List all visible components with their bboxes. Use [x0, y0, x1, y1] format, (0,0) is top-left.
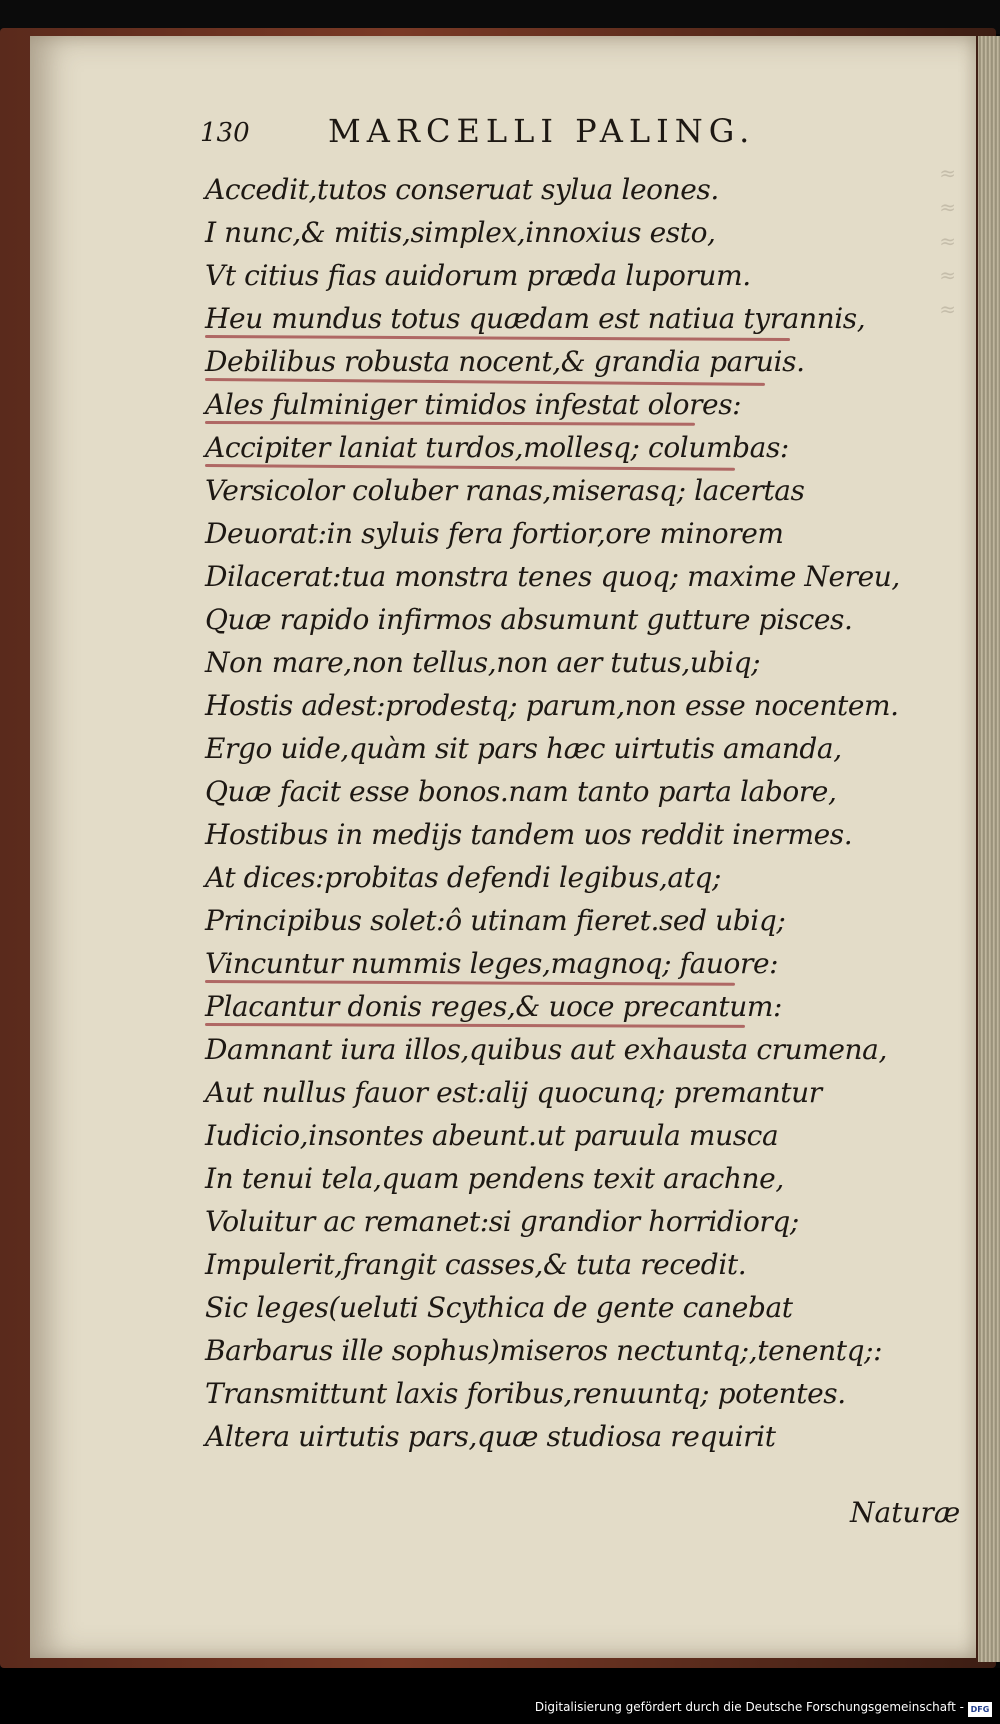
underlined-verse-line: Accipiter laniat turdos,mollesq; columbas:: [205, 426, 965, 469]
book-page: [30, 36, 976, 1658]
verse-line: In tenui tela,quam pendens texit arachne,: [205, 1162, 784, 1195]
verse-line: Accedit,tutos conseruat sylua leones.: [205, 173, 719, 206]
verse-line: Versicolor coluber ranas,miserasq; lacertas: [205, 474, 805, 507]
verse-line: Quæ facit esse bonos.nam tanto parta labore,: [205, 775, 837, 808]
catchword: Naturæ: [850, 1496, 961, 1529]
dfg-logo: DFG: [968, 1702, 992, 1717]
verse-line: I nunc,& mitis,simplex,innoxius esto,: [205, 216, 716, 249]
verse-line: Aut nullus fauor est:alij quocunq; premantur: [205, 1076, 822, 1109]
verse-line: Hostis adest:prodestq; parum,non esse nocentem.: [205, 689, 899, 722]
verse-line: Quæ rapido infirmos absumunt gutture pisces.: [205, 603, 853, 636]
page-edges: [978, 36, 1000, 1662]
verse-line: Non mare,non tellus,non aer tutus,ubiq;: [205, 646, 761, 679]
running-head: [200, 108, 840, 158]
footer-bar: [0, 1668, 1000, 1724]
verse-line: Vt citius fias auidorum præda luporum.: [205, 259, 751, 292]
verse-line: Dilacerat:tua monstra tenes quoq; maxime Nereu,: [205, 560, 900, 593]
verse-line: Altera uirtutis pars,quæ studiosa requirit: [205, 1420, 776, 1453]
verse-line: Ergo uide,quàm sit pars hæc uirtutis amanda,: [205, 732, 842, 765]
underlined-verse-line: Vincuntur nummis leges,magnoq; fauore:: [205, 942, 965, 985]
verse-line: Iudicio,insontes abeunt.ut paruula musca: [205, 1119, 779, 1152]
verse-line: Barbarus ille sophus)miseros nectuntq;,tenentq;:: [205, 1334, 883, 1367]
show-through-text: ≈ ≈ ≈ ≈ ≈: [939, 161, 956, 321]
funding-credit: Digitalisierung gefördert durch die Deutsche Forschungsgemeinschaft -: [534, 1700, 964, 1714]
underlined-verse-line: Heu mundus totus quædam est natiua tyrannis,: [205, 297, 965, 340]
verse-line: Transmittunt laxis foribus,renuuntq; potentes.: [205, 1377, 846, 1410]
running-title: MARCELLI PALING.: [328, 112, 756, 150]
underlined-verse-line: Placantur donis reges,& uoce precantum:: [205, 985, 965, 1028]
verse-text: [205, 168, 965, 1458]
page-number: 130: [200, 118, 250, 148]
verse-line: Principibus solet:ô utinam fieret.sed ubiq;: [205, 904, 786, 937]
verse-line: Damnant iura illos,quibus aut exhausta crumena,: [205, 1033, 887, 1066]
verse-line: Voluitur ac remanet:si grandior horridiorq;: [205, 1205, 799, 1238]
verse-line: Sic leges(ueluti Scythica de gente canebat: [205, 1291, 793, 1324]
verse-line: Deuorat:in syluis fera fortior,ore minorem: [205, 517, 784, 550]
underlined-verse-line: Debilibus robusta nocent,& grandia paruis.: [205, 340, 965, 383]
verse-line: Impulerit,frangit casses,& tuta recedit.: [205, 1248, 747, 1281]
underlined-verse-line: Ales fulminiger timidos infestat olores:: [205, 383, 965, 426]
verse-line: At dices:probitas defendi legibus,atq;: [205, 861, 722, 894]
verse-line: Hostibus in medijs tandem uos reddit inermes.: [205, 818, 853, 851]
